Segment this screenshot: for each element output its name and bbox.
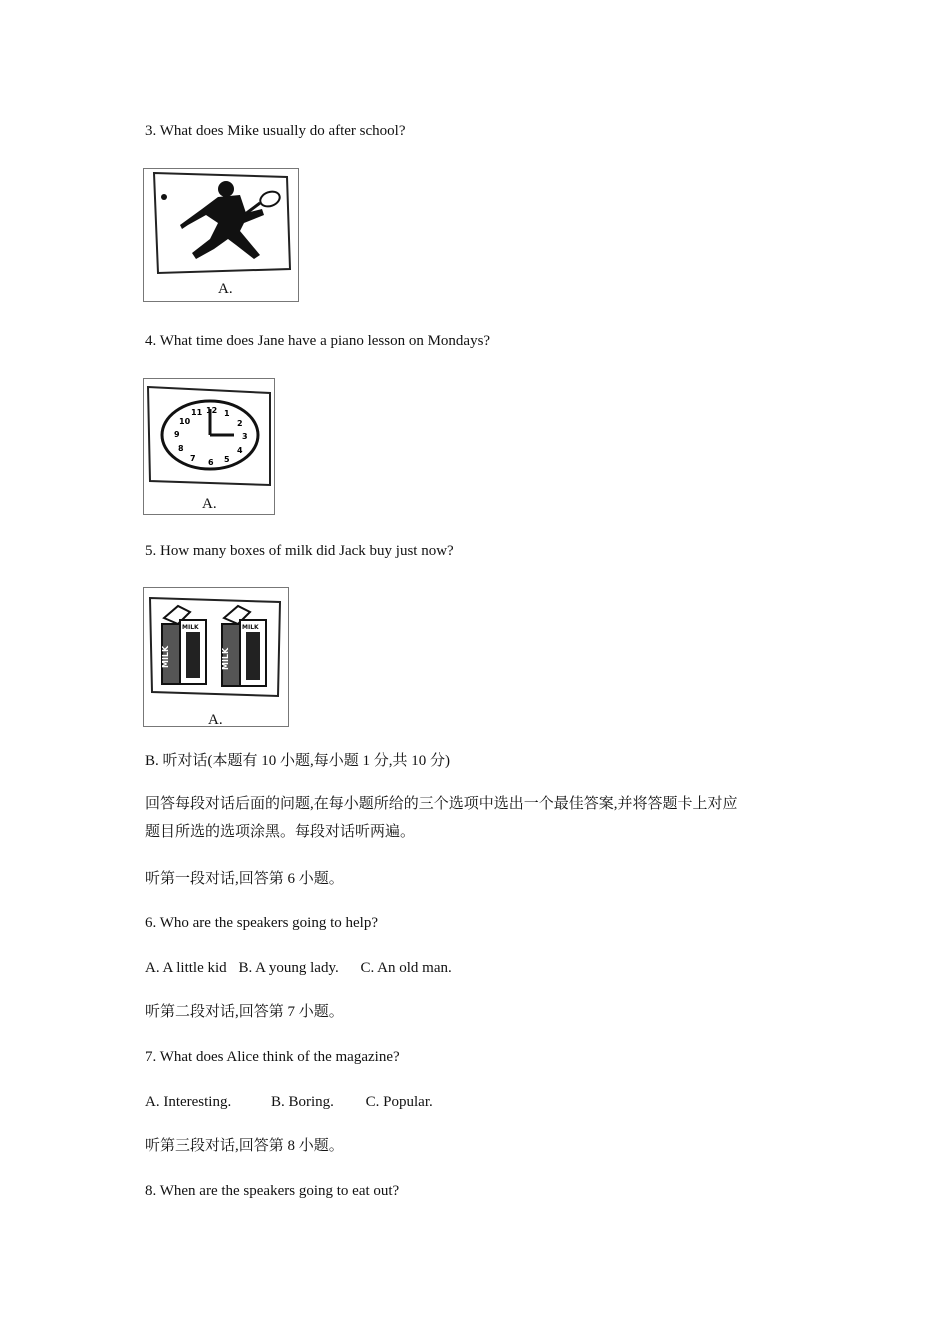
question-7-option-c[interactable]: C. Popular. xyxy=(365,1094,433,1110)
milk-cartons-icon xyxy=(144,588,288,726)
clock-number: 1 xyxy=(224,409,230,418)
clock-number: 8 xyxy=(178,444,184,453)
carton-label: MILK xyxy=(161,645,170,668)
clock-number: 5 xyxy=(224,455,230,464)
dialog-3-prompt: 听第三段对话,回答第 8 小题。 xyxy=(145,1138,344,1154)
clock-number: 9 xyxy=(174,430,180,439)
clock-number: 12 xyxy=(206,406,218,415)
question-3-text: 3. What does Mike usually do after school? xyxy=(145,123,406,139)
clock-icon xyxy=(144,379,274,514)
question-4-option-label: A. xyxy=(202,496,217,512)
section-b-heading: B. 听对话(本题有 10 小题,每小题 1 分,共 10 分) xyxy=(145,753,450,769)
clock-number: 4 xyxy=(237,446,243,455)
section-b-instructions xyxy=(145,790,810,846)
clock-number: 7 xyxy=(190,454,196,463)
question-6-option-c[interactable]: C. An old man. xyxy=(360,960,452,976)
clock-number: 10 xyxy=(179,417,191,426)
clock-number: 2 xyxy=(237,419,243,428)
question-3-option-label: A. xyxy=(218,281,233,297)
question-7-option-a[interactable]: A. Interesting. xyxy=(145,1094,232,1110)
question-4-picture xyxy=(143,378,275,515)
question-7-option-b[interactable]: B. Boring. xyxy=(270,1094,334,1110)
question-3-picture xyxy=(143,168,299,302)
clock-number: 11 xyxy=(191,408,203,417)
clock-number: 3 xyxy=(242,432,248,441)
question-6-options xyxy=(145,958,452,978)
instructions-line-1: 回答每段对话后面的问题,在每小题所给的三个选项中选出一个最佳答案,并将答题卡上对应 xyxy=(145,796,738,812)
instructions-line-2: 题目所选的选项涂黑。每段对话听两遍。 xyxy=(145,824,416,840)
question-7-options xyxy=(145,1092,433,1112)
carton-label: MILK xyxy=(221,647,230,670)
question-7-text: 7. What does Alice think of the magazine? xyxy=(145,1049,400,1065)
carton-label: MILK xyxy=(182,624,199,631)
question-8-text: 8. When are the speakers going to eat out? xyxy=(145,1183,400,1199)
question-6-option-b[interactable]: B. A young lady. xyxy=(238,960,339,976)
tennis-player-icon xyxy=(144,169,298,301)
question-6-option-a[interactable]: A. A little kid xyxy=(145,960,227,976)
question-5-text: 5. How many boxes of milk did Jack buy just now? xyxy=(145,543,454,559)
dialog-2-prompt: 听第二段对话,回答第 7 小题。 xyxy=(145,1004,344,1020)
clock-number: 6 xyxy=(208,458,214,467)
dialog-1-prompt: 听第一段对话,回答第 6 小题。 xyxy=(145,871,344,887)
question-5-option-label: A. xyxy=(208,712,223,726)
question-6-text: 6. Who are the speakers going to help? xyxy=(145,915,378,931)
question-4-text: 4. What time does Jane have a piano lesson on Mondays? xyxy=(145,333,491,349)
carton-label: MILK xyxy=(242,624,259,631)
question-5-picture xyxy=(143,587,289,727)
